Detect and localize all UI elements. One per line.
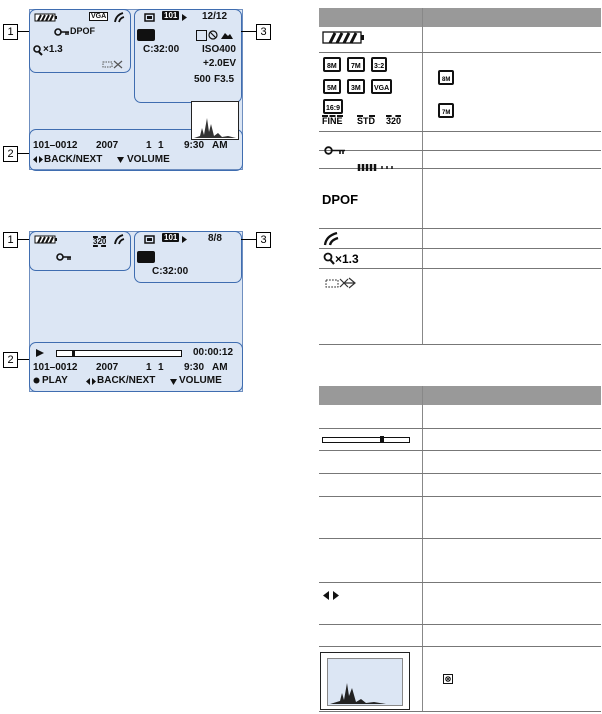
screen1-label-3: 3 xyxy=(256,24,271,40)
row-line xyxy=(319,248,601,249)
zoom-icon xyxy=(33,45,43,56)
histogram-inner xyxy=(327,658,403,706)
row-line xyxy=(319,473,601,474)
battery-icon xyxy=(322,31,366,44)
file-number: 101–0012 xyxy=(33,362,78,373)
card-remaining: C:32:00 xyxy=(152,266,189,277)
playback-folder-icon xyxy=(137,29,155,41)
no-connect-icon xyxy=(325,277,357,289)
date-month: 1 xyxy=(146,140,152,151)
back-next-label: BACK/NEXT xyxy=(44,154,103,165)
protect-key-icon xyxy=(324,146,346,155)
movie-size-fine: FINE xyxy=(322,116,343,126)
spot-meter-icon xyxy=(443,674,453,684)
zoom-label: ×1.3 xyxy=(335,252,359,266)
table2-col-divider xyxy=(422,386,423,712)
pictbridge-icon xyxy=(323,232,339,246)
time: 9:30 xyxy=(184,362,205,373)
aperture-value: F3.5 xyxy=(214,74,235,85)
screen2-label-2: 2 xyxy=(3,352,18,368)
movie-size-std: STD xyxy=(357,116,375,126)
protect-key-icon xyxy=(54,28,70,36)
down-arrow-icon xyxy=(117,157,124,163)
table2-header xyxy=(319,386,601,405)
row-line xyxy=(319,228,601,229)
size-icon: VGA xyxy=(91,13,107,20)
leader-line xyxy=(241,31,256,32)
image-count: 8/8 xyxy=(208,233,222,244)
playback-position xyxy=(72,350,75,357)
histogram-graph xyxy=(192,102,238,139)
volume-label: VOLUME xyxy=(127,154,170,165)
memory-stick-icon xyxy=(144,13,155,22)
scene-icon xyxy=(220,30,234,40)
battery-icon xyxy=(34,235,58,244)
size-icon-3-2: 3:2 xyxy=(371,57,387,72)
row-line xyxy=(319,150,601,151)
row-line xyxy=(319,624,601,625)
playback-counter: 00:00:12 xyxy=(193,347,234,358)
circle-button-icon xyxy=(33,377,40,384)
dpof-label: DPOF xyxy=(322,192,359,207)
size-icon-8m-right: 8M xyxy=(438,70,454,85)
date-month: 1 xyxy=(146,362,152,373)
screen1-group-3 xyxy=(134,9,242,103)
histogram xyxy=(320,652,410,710)
image-count: 12/12 xyxy=(202,11,228,22)
screen1-label-1: 1 xyxy=(3,24,18,40)
row-line xyxy=(319,711,601,712)
folder-arrow-icon xyxy=(182,14,187,21)
volume-label: VOLUME xyxy=(179,375,222,386)
size-icon-16-9: 16:9 xyxy=(323,99,343,114)
folder-icon: 101 xyxy=(164,11,178,20)
row-line xyxy=(319,131,601,132)
volume-level-icon xyxy=(357,163,397,172)
left-right-arrows-icon xyxy=(33,156,43,163)
row-line xyxy=(319,646,601,647)
memory-stick-icon xyxy=(144,235,155,244)
screen2-label-3: 3 xyxy=(256,232,271,248)
row-line xyxy=(319,428,601,429)
ev-value: +2.0EV xyxy=(203,58,237,69)
no-connect-icon xyxy=(102,60,124,69)
left-right-arrows-icon xyxy=(86,378,96,385)
folder-icon: 101 xyxy=(164,233,178,242)
left-right-arrows-icon xyxy=(323,591,339,600)
row-line xyxy=(319,344,601,345)
size-icon-5m: 5M xyxy=(323,79,341,94)
down-arrow-icon xyxy=(170,379,177,385)
flash-icon xyxy=(196,30,207,41)
file-number: 101–0012 xyxy=(33,140,78,151)
row-line xyxy=(319,538,601,539)
folder-arrow-icon xyxy=(182,236,187,243)
playback-position xyxy=(380,436,384,443)
histogram xyxy=(191,101,239,140)
play-icon xyxy=(36,349,44,357)
size-icon-7m: 7M xyxy=(347,57,365,72)
iso-value: ISO400 xyxy=(202,44,236,55)
leader-line xyxy=(18,31,29,32)
date-day: 1 xyxy=(158,140,164,151)
leader-line xyxy=(18,239,29,240)
protect-key-icon xyxy=(56,253,72,261)
play-label: PLAY xyxy=(42,375,68,386)
battery-icon xyxy=(34,13,58,22)
back-next-label: BACK/NEXT xyxy=(97,375,156,386)
size-icon-vga: VGA xyxy=(371,79,392,94)
playback-folder-icon xyxy=(137,251,155,263)
leader-line xyxy=(241,239,256,240)
table1-header xyxy=(319,8,601,27)
movie-size-320: 320 xyxy=(386,116,402,126)
date-day: 1 xyxy=(158,362,164,373)
leader-line xyxy=(18,359,29,360)
flash-off-icon xyxy=(208,30,218,40)
screen2-label-1: 1 xyxy=(3,232,18,248)
row-line xyxy=(319,496,601,497)
row-line xyxy=(319,582,601,583)
screen1-label-2: 2 xyxy=(3,146,18,162)
table1-col-divider xyxy=(422,8,423,345)
row-line xyxy=(319,450,601,451)
movie-size-icon: 320 xyxy=(93,237,107,246)
size-icon-8m: 8M xyxy=(323,57,341,72)
row-line xyxy=(319,52,601,53)
size-icon-3m: 3M xyxy=(347,79,365,94)
date-year: 2007 xyxy=(96,362,119,373)
playback-bar xyxy=(322,437,410,443)
zoom-text: ×1.3 xyxy=(43,44,63,55)
size-icon-7m-right: 7M xyxy=(438,103,454,118)
leader-line xyxy=(18,153,29,154)
time-ampm: AM xyxy=(212,140,228,151)
zoom-icon xyxy=(323,252,335,265)
date-year: 2007 xyxy=(96,140,119,151)
time-ampm: AM xyxy=(212,362,228,373)
histogram-graph xyxy=(328,659,402,705)
row-line xyxy=(319,268,601,269)
dpof-text: DPOF xyxy=(70,26,96,36)
card-remaining: C:32:00 xyxy=(143,44,180,55)
pictbridge-icon xyxy=(113,234,125,245)
pictbridge-icon xyxy=(113,12,125,23)
shutter-value: 500 xyxy=(194,74,211,85)
time: 9:30 xyxy=(184,140,205,151)
